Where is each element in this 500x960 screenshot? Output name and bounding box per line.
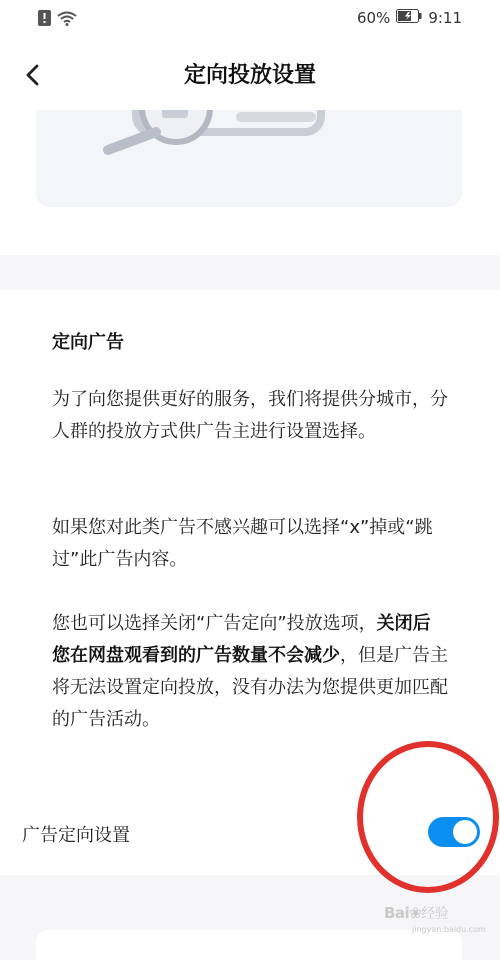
content-panel (0, 290, 500, 875)
targeted-ads-toggle[interactable] (428, 817, 480, 847)
paragraph-disable-suffix: ，但是广告主将无法设置定向投放，没有办法为您提供更加匹配的广告活动。 (52, 645, 448, 730)
next-section-card (36, 930, 462, 960)
paragraph-disable-prefix: 您也可以选择关闭“广告定向”投放选项， (52, 613, 377, 634)
targeted-ads-setting-label: 广告定向设置 (22, 825, 130, 846)
battery-percent: 60% (356, 9, 391, 27)
illustration-card (36, 110, 462, 207)
paw-icon: ❀ (409, 904, 422, 922)
watermark-brand: Bai (384, 904, 410, 922)
watermark-url: jingyan.baidu.com (412, 925, 486, 934)
toggle-knob (453, 820, 477, 844)
magnifier-illustration (36, 110, 462, 207)
clock-time: 9:11 (428, 9, 462, 27)
watermark-suffix: 经验 (421, 906, 449, 922)
status-icons-right (357, 9, 462, 27)
illustration-area (0, 110, 500, 255)
sim-alert-icon (38, 10, 51, 30)
status-icons-left (38, 10, 77, 30)
section-title: 定向广告 (52, 332, 124, 353)
paragraph-disable-targeting (52, 608, 448, 736)
paragraph-service: 为了向您提供更好的服务，我们将提供分城市，分人群的投放方式供广告主进行设置选择。 (52, 389, 448, 442)
baidu-watermark (384, 903, 448, 923)
status-bar (0, 0, 500, 40)
paragraph-skip-ads: 如果您对此类广告不感兴趣可以选择“x”掉或“跳过”此广告内容。 (52, 517, 433, 570)
wifi-icon (57, 11, 77, 30)
battery-icon (396, 9, 422, 27)
nav-bar (0, 40, 500, 110)
page-title: 定向投放设置 (183, 63, 316, 88)
paragraph-disable-emphasis: 关闭后您在网盘观看到的广告数量不会减少 (52, 613, 431, 666)
